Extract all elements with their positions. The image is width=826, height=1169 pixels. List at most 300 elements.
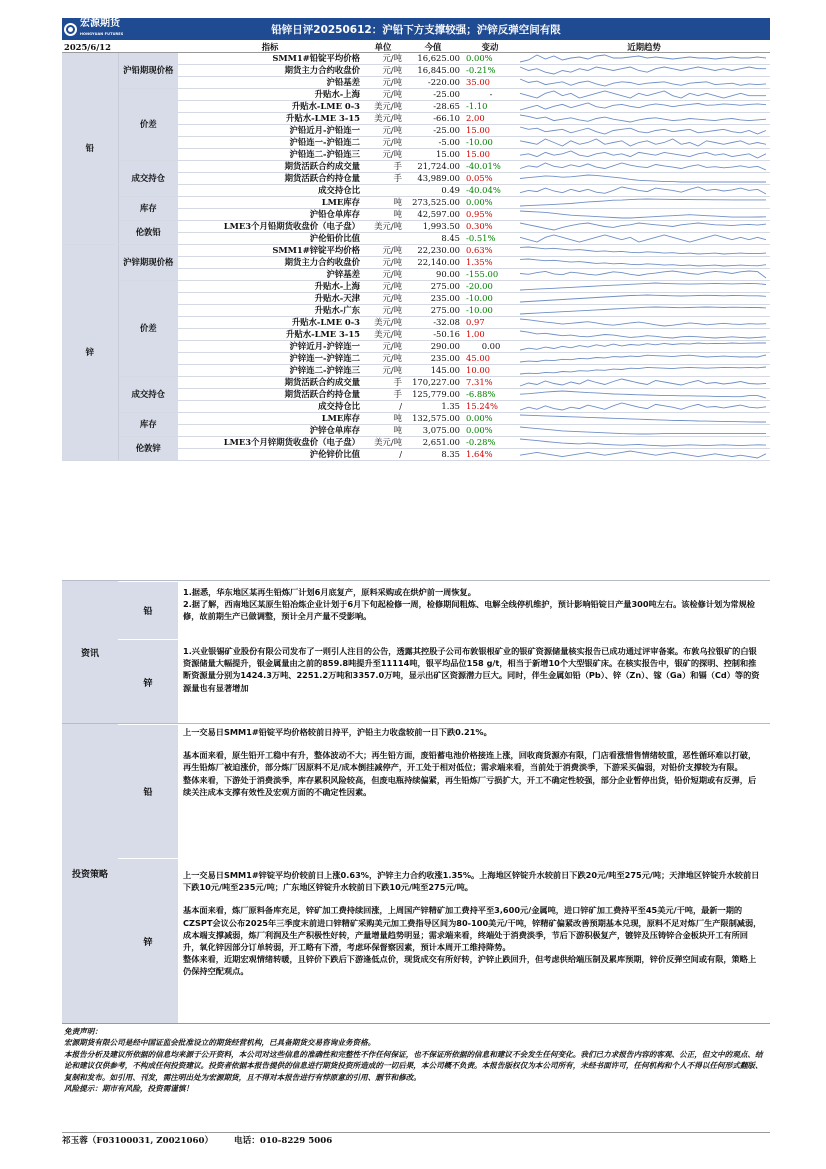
- trend-line: [520, 367, 766, 374]
- trend-line: [520, 235, 766, 242]
- trend-line: [520, 271, 766, 278]
- trend-line: [520, 259, 766, 266]
- indicator-name: 成交持仓比: [178, 401, 362, 413]
- unit-cell: /: [362, 449, 404, 461]
- trend-line: [520, 151, 766, 158]
- value-cell: 132,575.00: [404, 413, 462, 425]
- trend-line: [520, 379, 766, 386]
- indicator-name: 升贴水-上海: [178, 281, 362, 293]
- table-row: [62, 437, 770, 449]
- change-cell: -10.00: [462, 305, 518, 317]
- value-cell: 290.00: [404, 341, 462, 353]
- indicator-name: 升贴水-LME 0-3: [178, 101, 362, 113]
- indicator-name: 沪锌近月-沪锌连一: [178, 341, 362, 353]
- value-cell: -220.00: [404, 77, 462, 89]
- sparkline-cell: [518, 113, 770, 125]
- sparkline-cell: [518, 221, 770, 233]
- sparkline-cell: [518, 293, 770, 305]
- phone-label: 电话：: [234, 1136, 260, 1146]
- value-cell: 273,525.00: [404, 197, 462, 209]
- indicator-name: LME3个月锌期货收盘价（电子盘）: [178, 437, 362, 449]
- sparkline-cell: [518, 329, 770, 341]
- trend-sparkline: [518, 89, 768, 100]
- unit-cell: 吨: [362, 209, 404, 221]
- market-data-table: [62, 42, 770, 461]
- unit-cell: 元/吨: [362, 89, 404, 101]
- trend-sparkline: [518, 233, 768, 244]
- indicator-name: 升贴水-LME 3-15: [178, 329, 362, 341]
- risk-warning: 风险提示：期市有风险，投资需谨慎！: [64, 1084, 194, 1094]
- value-cell: 42,597.00: [404, 209, 462, 221]
- indicator-name: 沪铅仓单库存: [178, 209, 362, 221]
- indicator-name: 沪铅连一-沪铅连二: [178, 137, 362, 149]
- indicator-name: 沪锌仓单库存: [178, 425, 362, 437]
- indicator-name: 期货活跃合约成交量: [178, 161, 362, 173]
- indicator-name: SMM1#锌锭平均价格: [178, 245, 362, 257]
- trend-line: [520, 283, 766, 290]
- unit-cell: 美元/吨: [362, 437, 404, 449]
- strategy-zinc-label: 锌: [118, 858, 178, 1024]
- unit-cell: 美元/吨: [362, 317, 404, 329]
- change-cell: -10.00: [462, 137, 518, 149]
- sparkline-cell: [518, 449, 770, 461]
- value-cell: 1,993.50: [404, 221, 462, 233]
- unit-cell: 元/吨: [362, 137, 404, 149]
- value-cell: 43,989.00: [404, 173, 462, 185]
- unit-cell: 元/吨: [362, 353, 404, 365]
- trend-line: [520, 139, 766, 146]
- trend-sparkline: [518, 365, 768, 376]
- indicator-name: 沪铅连二-沪铅连三: [178, 149, 362, 161]
- sparkline-cell: [518, 185, 770, 197]
- change-cell: 15.00: [462, 149, 518, 161]
- analyst-phone: 010-8229 5006: [259, 1136, 333, 1146]
- zinc-category-label: 锌: [62, 245, 118, 461]
- trend-line: [520, 55, 766, 62]
- sparkline-cell: [518, 437, 770, 449]
- trend-sparkline: [518, 437, 768, 448]
- unit-cell: 元/吨: [362, 305, 404, 317]
- trend-sparkline: [518, 125, 768, 136]
- unit-cell: 元/吨: [362, 149, 404, 161]
- value-cell: 90.00: [404, 269, 462, 281]
- unit-cell: 吨: [362, 197, 404, 209]
- trend-sparkline: [518, 305, 768, 316]
- indicator-name: 升贴水-广东: [178, 305, 362, 317]
- unit-cell: 元/吨: [362, 53, 404, 65]
- strategy-label: 投资策略: [62, 724, 118, 1023]
- strategy-section: [62, 723, 770, 1023]
- trend-line: [520, 163, 766, 170]
- trend-sparkline: [518, 329, 768, 340]
- trend-sparkline: [518, 221, 768, 232]
- trend-sparkline: [518, 65, 768, 76]
- news-zinc-text: [183, 645, 764, 694]
- sparkline-cell: [518, 197, 770, 209]
- indicator-name: LME库存: [178, 197, 362, 209]
- news-zinc-label: 锌: [118, 639, 178, 724]
- trend-sparkline: [518, 185, 768, 196]
- sparkline-cell: [518, 161, 770, 173]
- report-date: 2025/6/12: [62, 42, 178, 53]
- col-header-change: 变动: [462, 42, 518, 53]
- unit-cell: [362, 185, 404, 197]
- strategy-lead-text: [183, 726, 764, 798]
- value-cell: 16,625.00: [404, 53, 462, 65]
- value-cell: 145.00: [404, 365, 462, 377]
- sparkline-cell: [518, 233, 770, 245]
- indicator-name: 期货活跃合约持仓量: [178, 389, 362, 401]
- indicator-name: 沪锌连二-沪锌连三: [178, 365, 362, 377]
- indicator-name: LME库存: [178, 413, 362, 425]
- indicator-name: 升贴水-LME 3-15: [178, 113, 362, 125]
- value-cell: 275.00: [404, 281, 462, 293]
- col-header-indicator: 指标: [178, 42, 362, 53]
- change-cell: 0.63%: [462, 245, 518, 257]
- table-row: [62, 53, 770, 65]
- value-cell: 125,779.00: [404, 389, 462, 401]
- trend-line: [520, 175, 766, 182]
- unit-cell: 元/吨: [362, 77, 404, 89]
- sparkline-cell: [518, 341, 770, 353]
- unit-cell: 美元/吨: [362, 329, 404, 341]
- trend-line: [520, 307, 766, 314]
- indicator-name: 期货主力合约收盘价: [178, 65, 362, 77]
- indicator-name: 沪伦铅价比值: [178, 233, 362, 245]
- trend-sparkline: [518, 101, 768, 112]
- trend-line: [520, 451, 766, 458]
- trend-line: [520, 115, 766, 122]
- unit-cell: 吨: [362, 425, 404, 437]
- trend-line: [520, 247, 766, 254]
- sparkline-cell: [518, 173, 770, 185]
- unit-cell: 元/吨: [362, 365, 404, 377]
- change-cell: 0.05%: [462, 173, 518, 185]
- sparkline-cell: [518, 125, 770, 137]
- change-cell: -0.28%: [462, 437, 518, 449]
- analyst-license: （F03100031, Z0021060）: [87, 1136, 214, 1146]
- unit-cell: 手: [362, 377, 404, 389]
- sparkline-cell: [518, 317, 770, 329]
- col-header-unit: 单位: [362, 42, 404, 53]
- strategy-zinc-text: [183, 869, 764, 978]
- group-label: 价差: [118, 89, 178, 161]
- unit-cell: 元/吨: [362, 125, 404, 137]
- indicator-name: 期货主力合约收盘价: [178, 257, 362, 269]
- value-cell: 1.35: [404, 401, 462, 413]
- unit-cell: 美元/吨: [362, 221, 404, 233]
- table-row: [62, 377, 770, 389]
- change-cell: 1.64%: [462, 449, 518, 461]
- sparkline-cell: [518, 413, 770, 425]
- group-label: 沪铅期现价格: [118, 53, 178, 89]
- unit-cell: 元/吨: [362, 341, 404, 353]
- trend-line: [520, 331, 766, 338]
- value-cell: 275.00: [404, 305, 462, 317]
- unit-cell: 手: [362, 173, 404, 185]
- change-cell: -40.01%: [462, 161, 518, 173]
- col-header-today: 今值: [404, 42, 462, 53]
- trend-sparkline: [518, 53, 768, 64]
- sparkline-cell: [518, 53, 770, 65]
- indicator-name: SMM1#铅锭平均价格: [178, 53, 362, 65]
- change-cell: -: [462, 89, 518, 101]
- disclaimer-line: 本报告分析及建议所依据的信息均来源于公开资料，本公司对这些信息的准确性和完整性不作任何保证，也不保证所依据的信息和建议不会发生任何变化。我们已力求报告内容的客观、公正，但文中的观点、结论和建议仅供参考，不构成任何投资建议。投资者依据本报告提供的信息进行期货投资所造成的一切后果，本公司概不负责。本报告版权仅为本公司所有，未经书面许可，任何机构和个人不得以任何形式翻版、复制和发布。如引用、刊发，需注明出处为宏源期货，且不得对本报告进行有悖原意的引用、删节和修改。: [64, 1049, 763, 1082]
- trend-line: [520, 391, 766, 398]
- change-cell: 15.00: [462, 125, 518, 137]
- trend-line: [520, 67, 766, 74]
- trend-sparkline: [518, 137, 768, 148]
- trend-sparkline: [518, 209, 768, 220]
- indicator-name: 期货活跃合约持仓量: [178, 173, 362, 185]
- value-cell: -28.65: [404, 101, 462, 113]
- change-cell: 7.31%: [462, 377, 518, 389]
- indicator-name: 成交持仓比: [178, 185, 362, 197]
- sparkline-cell: [518, 77, 770, 89]
- trend-sparkline: [518, 269, 768, 280]
- news-lead-label: 铅: [118, 581, 178, 639]
- unit-cell: 手: [362, 389, 404, 401]
- indicator-name: 沪铅近月-沪铅连一: [178, 125, 362, 137]
- news-section: [62, 580, 770, 723]
- change-cell: 0.95%: [462, 209, 518, 221]
- trend-sparkline: [518, 281, 768, 292]
- value-cell: 8.45: [404, 233, 462, 245]
- value-cell: -25.00: [404, 125, 462, 137]
- logo-text: 宏源期货: [80, 18, 120, 29]
- indicator-name: LME3个月铅期货收盘价（电子盘）: [178, 221, 362, 233]
- unit-cell: 元/吨: [362, 281, 404, 293]
- sparkline-cell: [518, 365, 770, 377]
- value-cell: 235.00: [404, 293, 462, 305]
- report-header: [62, 18, 770, 40]
- trend-line: [520, 91, 766, 98]
- sparkline-cell: [518, 425, 770, 437]
- table-header-row: [62, 42, 770, 53]
- trend-sparkline: [518, 389, 768, 400]
- value-cell: 21,724.00: [404, 161, 462, 173]
- value-cell: 22,140.00: [404, 257, 462, 269]
- trend-sparkline: [518, 449, 768, 460]
- strategy-lead-label: 铅: [118, 724, 178, 858]
- indicator-name: 期货活跃合约成交量: [178, 377, 362, 389]
- indicator-name: 升贴水-上海: [178, 89, 362, 101]
- value-cell: -25.00: [404, 89, 462, 101]
- group-label: 伦敦铅: [118, 221, 178, 245]
- trend-sparkline: [518, 113, 768, 124]
- news-lead-item: 1.据悉，华东地区某再生铅炼厂计划6月底复产，原料采购或在烘炉前一周恢复。: [183, 587, 476, 597]
- indicator-name: 升贴水-天津: [178, 293, 362, 305]
- trend-line: [520, 103, 766, 110]
- trend-sparkline: [518, 161, 768, 172]
- change-cell: 0.97: [462, 317, 518, 329]
- sparkline-cell: [518, 377, 770, 389]
- change-cell: 0.00%: [462, 197, 518, 209]
- logo-subtext: HONGYUAN FUTURES: [80, 32, 124, 36]
- sparkline-cell: [518, 101, 770, 113]
- trend-line: [520, 403, 766, 410]
- change-cell: 45.00: [462, 353, 518, 365]
- trend-sparkline: [518, 197, 768, 208]
- unit-cell: 元/吨: [362, 65, 404, 77]
- sparkline-cell: [518, 137, 770, 149]
- news-zinc-item: 1.兴业银锡矿业股份有限公司发布了一则引人注目的公告，透露其控股子公司布敦银根矿业的银矿资源储量核实报告已成功通过评审备案。布敦乌拉银矿的白银资源储量大幅提升，银金属量由之前的859.8吨提升至11114吨，银平均品位158 g/t，相当于新增10个大型银矿床。在核实报告中，银矿的探明、控制和推断资源量分别为1424.3万吨、2251.2万吨和3357.0万吨，显示出矿区资源潜力巨大。同时，伴生金属如铅（Pb）、锌（Zn）、镓（Ga）和镉（Cd）等的资源量也有显著增加: [183, 646, 760, 693]
- group-label: 沪锌期现价格: [118, 245, 178, 281]
- value-cell: 22,230.00: [404, 245, 462, 257]
- change-cell: -0.21%: [462, 65, 518, 77]
- change-cell: -10.00: [462, 293, 518, 305]
- trend-line: [520, 319, 766, 326]
- unit-cell: 美元/吨: [362, 101, 404, 113]
- group-label: 伦敦锌: [118, 437, 178, 461]
- unit-cell: 元/吨: [362, 293, 404, 305]
- disclaimer-line: 宏源期货有限公司是经中国证监会批准设立的期货经营机构，已具备期货交易咨询业务资格。: [64, 1038, 376, 1048]
- indicator-name: 沪锌基差: [178, 269, 362, 281]
- group-label: 成交持仓: [118, 377, 178, 413]
- value-cell: -66.10: [404, 113, 462, 125]
- trend-line: [520, 355, 766, 362]
- trend-line: [520, 211, 766, 218]
- change-cell: 15.24%: [462, 401, 518, 413]
- strategy-lead-para: 上一交易日SMM1#铅锭平均价格较前日持平，沪铅主力收盘较前一日下跌0.21%。: [183, 727, 492, 737]
- change-cell: -0.51%: [462, 233, 518, 245]
- analyst-footer: [62, 1133, 770, 1149]
- strategy-lead-para: 基本面来看，原生铅开工稳中有升，整体波动不大；再生铅方面，废铅蓄电池价格接连上涨，回收商货源亦有限，门店看涨惜售情绪较重，恶性循环难以打破，再生铅炼厂被迫涨价，部分炼厂因原料不足/成本倒挂减停产，开工处于相对低位；需求端来看，当前处于消费淡季，下游采买偏弱，对铅价支撑较为有限。: [183, 750, 757, 773]
- table-row: [62, 161, 770, 173]
- unit-cell: /: [362, 401, 404, 413]
- change-cell: -20.00: [462, 281, 518, 293]
- strategy-zinc-para: 基本面来看，炼厂原料备库充足，锌矿加工费持续回涨，上周国产锌精矿加工费持平至3,600元/金属吨，进口锌矿加工费持平至45美元/干吨，最新一期的CZSPT会议公布2025年三季度末前进口锌精矿采购美元加工费指导区间为80-100美元/干吨，锌精矿偏紧改善预期基本兑现，原料不足对炼厂生产限制减弱，成本端支撑减弱，炼厂利润及生产积极性好转，产量增量趋势明显；需求端来看，终端处于消费淡季，节后下游积极复产，镀锌及压铸锌合金板块开工有所回升，氧化锌因部分订单转弱，开工略有下滑，考虑环保督察因素，预计本周开工维持降势。: [183, 905, 762, 953]
- trend-sparkline: [518, 341, 768, 352]
- indicator-name: 沪锌连一-沪锌连二: [178, 353, 362, 365]
- trend-sparkline: [518, 353, 768, 364]
- news-label: 资讯: [62, 581, 118, 723]
- sparkline-cell: [518, 257, 770, 269]
- strategy-zinc-para: 整体来看，近期宏观情绪转暖，且锌价下跌后下游逢低点价，现货成交有所好转，沪锌止跌回升，但考虑供给端压制及累库预期，锌价反弹空间或有限，策略上仍保持空配观点。: [183, 954, 757, 977]
- trend-sparkline: [518, 413, 768, 424]
- value-cell: -32.08: [404, 317, 462, 329]
- change-cell: -6.88%: [462, 389, 518, 401]
- change-cell: 0.00%: [462, 425, 518, 437]
- value-cell: 8.35: [404, 449, 462, 461]
- table-row: [62, 245, 770, 257]
- change-cell: -1.10: [462, 101, 518, 113]
- group-label: 库存: [118, 197, 178, 221]
- indicator-name: 沪铅基差: [178, 77, 362, 89]
- value-cell: 15.00: [404, 149, 462, 161]
- table-row: [62, 221, 770, 233]
- sparkline-cell: [518, 281, 770, 293]
- sparkline-cell: [518, 269, 770, 281]
- sparkline-cell: [518, 401, 770, 413]
- analyst-name: 祁玉蓉: [62, 1136, 88, 1146]
- trend-sparkline: [518, 245, 768, 256]
- trend-line: [520, 415, 766, 422]
- change-cell: 1.00: [462, 329, 518, 341]
- sparkline-cell: [518, 65, 770, 77]
- value-cell: 0.49: [404, 185, 462, 197]
- unit-cell: 手: [362, 161, 404, 173]
- sparkline-cell: [518, 305, 770, 317]
- change-cell: 2.00: [462, 113, 518, 125]
- col-header-trend: 近期趋势: [518, 42, 770, 53]
- sparkline-cell: [518, 353, 770, 365]
- disclaimer: [62, 1023, 770, 1133]
- value-cell: 3,075.00: [404, 425, 462, 437]
- change-cell: 0.00: [462, 341, 518, 353]
- trend-line: [520, 295, 766, 302]
- table-row: [62, 89, 770, 101]
- value-cell: 16,845.00: [404, 65, 462, 77]
- trend-line: [520, 223, 766, 230]
- trend-line: [520, 79, 766, 86]
- trend-line: [520, 187, 766, 194]
- change-cell: -155.00: [462, 269, 518, 281]
- news-lead-text: [183, 586, 764, 623]
- report-page: [62, 18, 770, 1154]
- value-cell: 235.00: [404, 353, 462, 365]
- lead-category-label: 铅: [62, 53, 118, 245]
- trend-sparkline: [518, 377, 768, 388]
- trend-sparkline: [518, 173, 768, 184]
- table-row: [62, 281, 770, 293]
- trend-line: [520, 343, 766, 350]
- group-label: 库存: [118, 413, 178, 437]
- trend-sparkline: [518, 257, 768, 268]
- value-cell: 2,651.00: [404, 437, 462, 449]
- sparkline-cell: [518, 149, 770, 161]
- change-cell: 10.00: [462, 365, 518, 377]
- unit-cell: 元/吨: [362, 269, 404, 281]
- trend-sparkline: [518, 317, 768, 328]
- trend-sparkline: [518, 149, 768, 160]
- strategy-lead-para: 整体来看，下游处于消费淡季，库存累积风险较高，但废电瓶持续偏紧，再生铅炼厂亏损扩大，开工不确定性较强，部分企业暂停出货，铅价短期或有反弹，后续关注成本支撑有效性及宏观方面的不确定性因素。: [183, 774, 757, 797]
- sparkline-cell: [518, 389, 770, 401]
- indicator-name: 沪伦锌价比值: [178, 449, 362, 461]
- change-cell: -40.04%: [462, 185, 518, 197]
- table-row: [62, 413, 770, 425]
- news-lead-item: 2.据了解，西南地区某原生铅冶炼企业计划于6月下旬起检修一周，检修期间粗炼、电解全线停机维护，预计影响铅锭日产量300吨左右。该检修计划为常规检修，故前期生产已做调整，预计全月产量不受影响。: [183, 599, 755, 622]
- change-cell: 0.00%: [462, 53, 518, 65]
- report-title: 铅锌日评20250612：沪铅下方支撑较强；沪锌反弹空间有限: [271, 24, 561, 36]
- change-cell: 1.35%: [462, 257, 518, 269]
- table-row: [62, 197, 770, 209]
- unit-cell: 美元/吨: [362, 113, 404, 125]
- trend-line: [520, 427, 766, 434]
- unit-cell: [362, 233, 404, 245]
- value-cell: -50.16: [404, 329, 462, 341]
- disclaimer-title: 免责声明：: [64, 1027, 102, 1036]
- unit-cell: 吨: [362, 413, 404, 425]
- change-cell: 35.00: [462, 77, 518, 89]
- unit-cell: 元/吨: [362, 257, 404, 269]
- change-cell: 0.00%: [462, 413, 518, 425]
- trend-line: [520, 199, 766, 206]
- trend-sparkline: [518, 401, 768, 412]
- trend-sparkline: [518, 425, 768, 436]
- indicator-name: 升贴水-LME 0-3: [178, 317, 362, 329]
- group-label: 成交持仓: [118, 161, 178, 197]
- trend-line: [520, 127, 766, 134]
- value-cell: -5.00: [404, 137, 462, 149]
- unit-cell: 元/吨: [362, 245, 404, 257]
- trend-sparkline: [518, 293, 768, 304]
- value-cell: 170,227.00: [404, 377, 462, 389]
- trend-line: [520, 439, 766, 446]
- strategy-zinc-para: 上一交易日SMM1#锌锭平均价较前日上涨0.63%，沪锌主力合约收涨1.35%。上海地区锌锭升水较前日下跌20元/吨至275元/吨；天津地区锌锭升水较前日下跌10元/吨至235元/吨；广东地区锌锭升水较前日下跌10元/吨至275元/吨。: [183, 870, 760, 893]
- trend-sparkline: [518, 77, 768, 88]
- sparkline-cell: [518, 209, 770, 221]
